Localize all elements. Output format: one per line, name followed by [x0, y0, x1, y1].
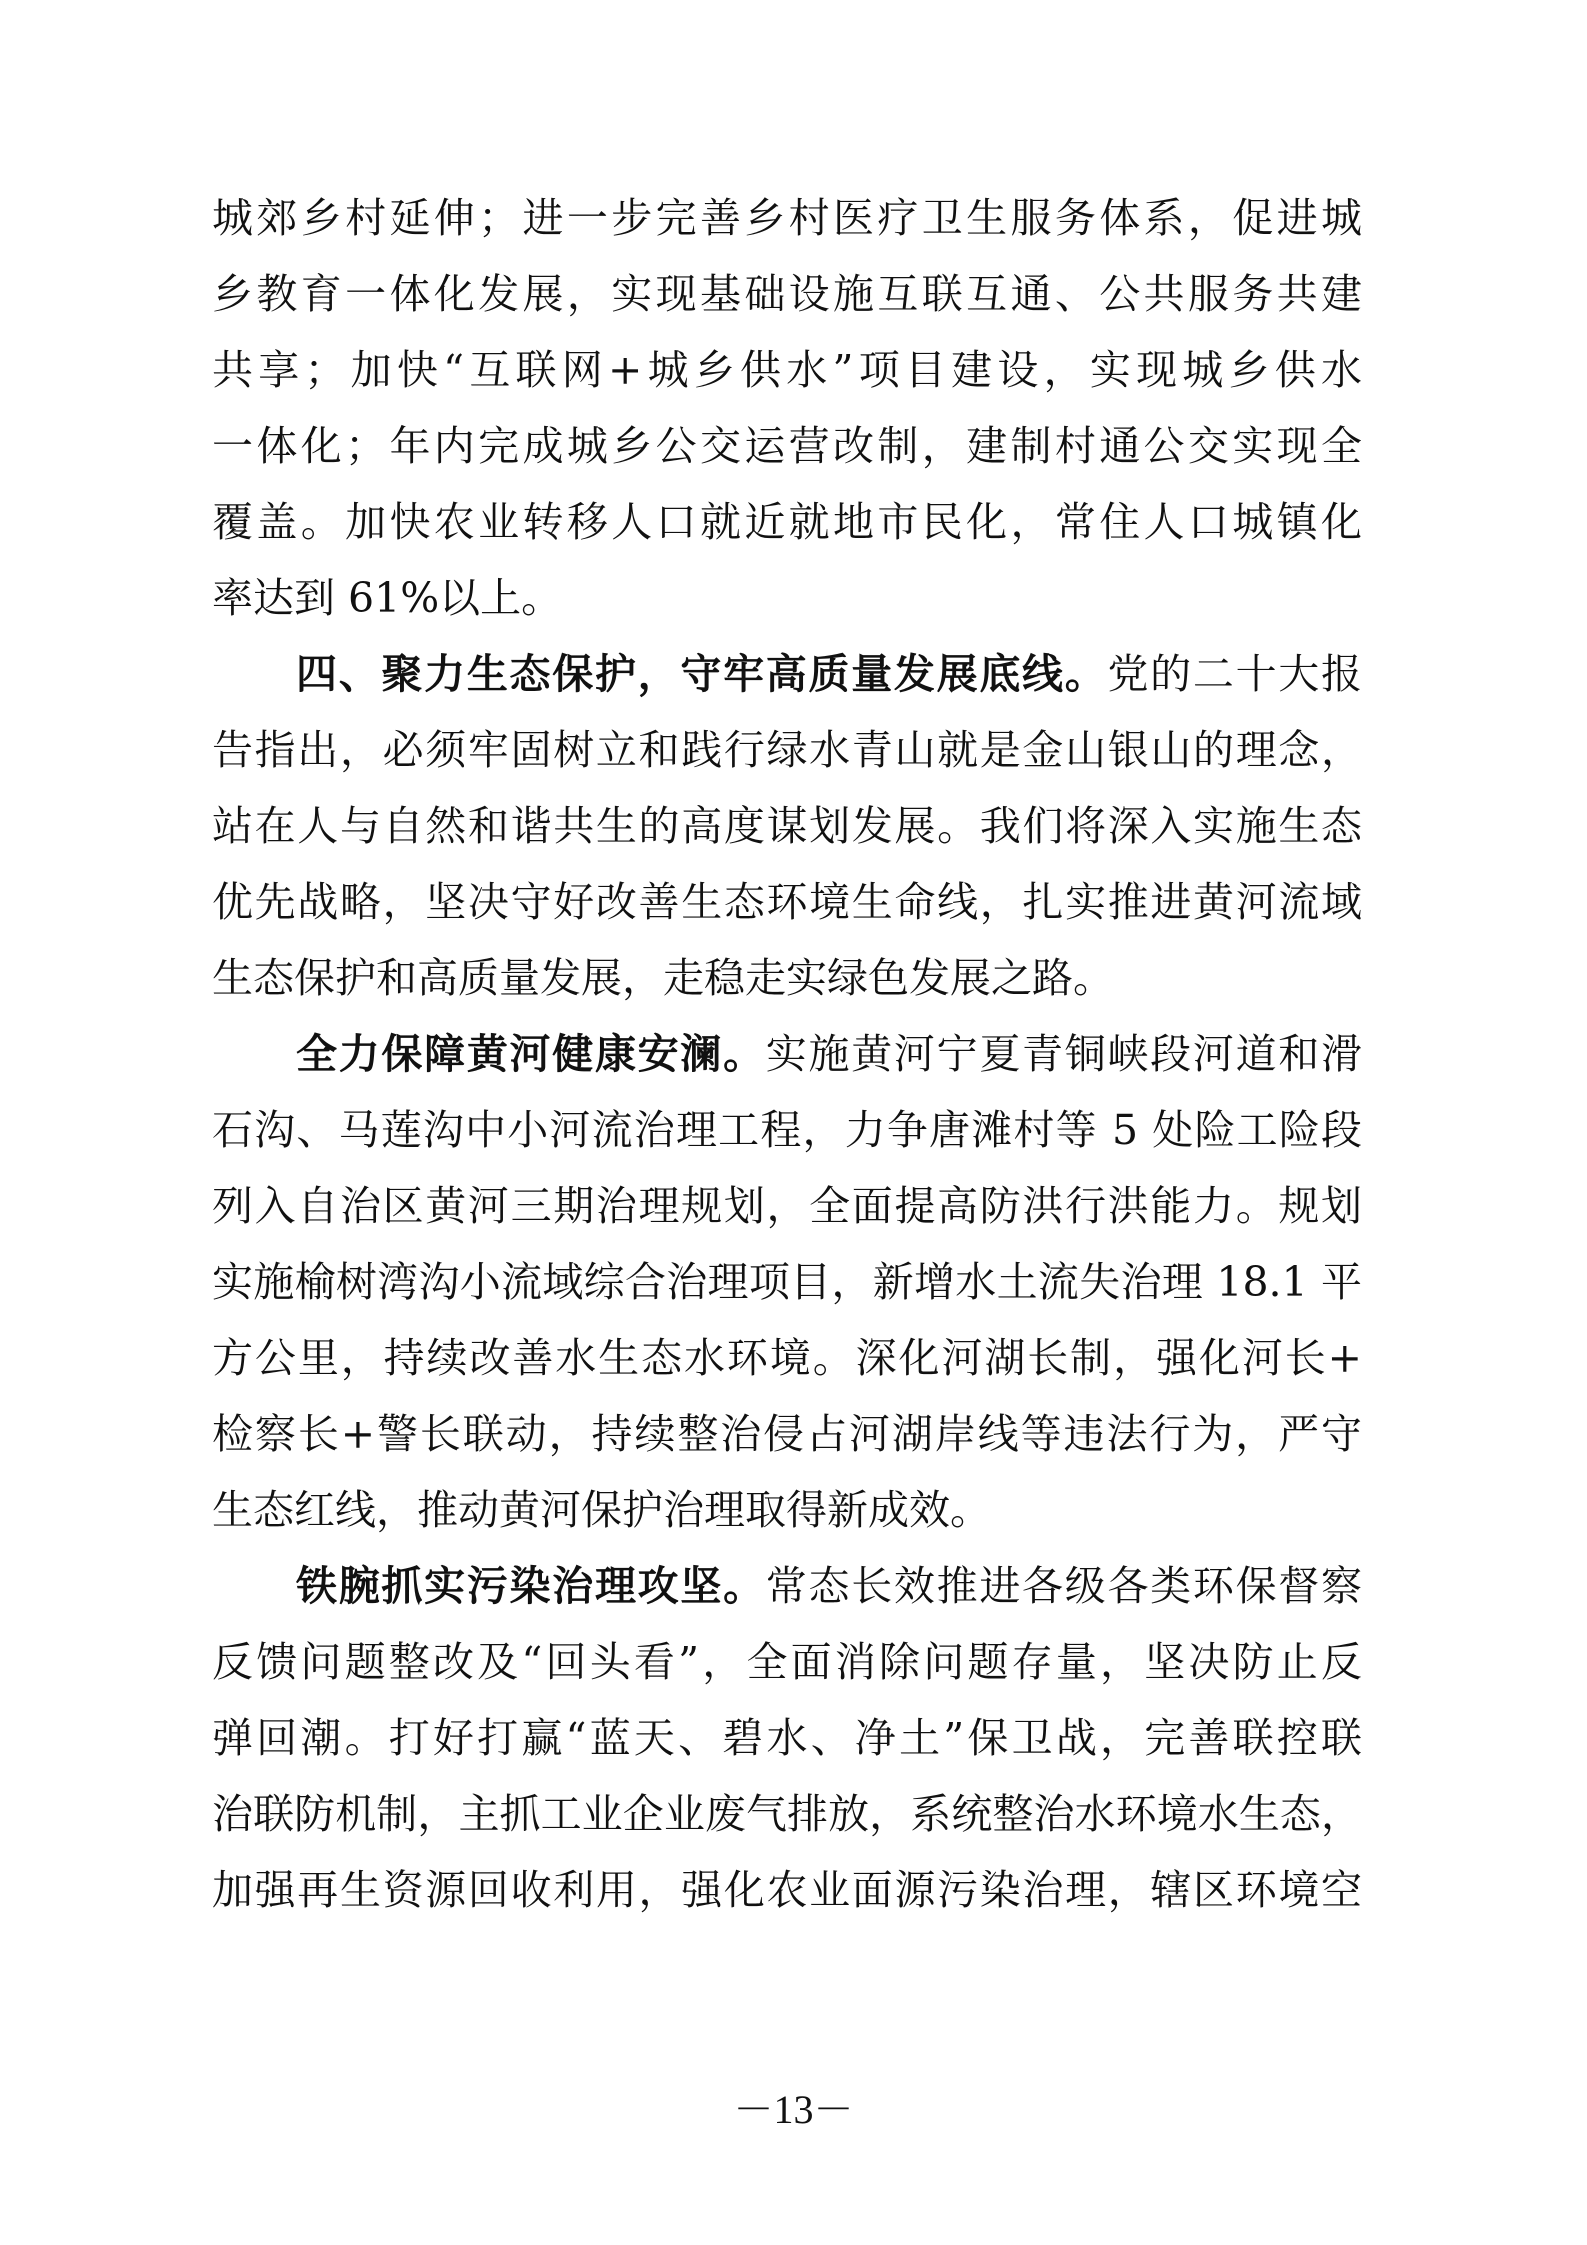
text-line: 检察长+警长联动，持续整治侵占河湖岸线等违法行为，严守 [212, 1410, 1362, 1458]
subheading-line [296, 1016, 1362, 1092]
page-number: －13－ [733, 2087, 854, 2132]
text-line: 优先战略，坚决守好改善生态环境生命线，扎实推进黄河流域 [212, 878, 1362, 926]
text-line: 告指出，必须牢固树立和践行绿水青山就是金山银山的理念， [212, 726, 1362, 774]
subheading-line [296, 1548, 1362, 1624]
text-line: 站在人与自然和谐共生的高度谋划发展。我们将深入实施生态 [212, 802, 1362, 850]
subheading: 铁腕抓实污染治理攻坚。 [296, 1562, 766, 1610]
text-line: 覆盖。加快农业转移人口就近就地市民化，常住人口城镇化 [212, 498, 1362, 546]
text-line: 乡教育一体化发展，实现基础设施互联互通、公共服务共建 [212, 270, 1362, 318]
text-line: 率达到 61%以上。 [212, 574, 563, 622]
text-line: 实施榆树湾沟小流域综合治理项目，新增水土流失治理 18.1 平 [212, 1258, 1362, 1306]
text-line: 弹回潮。打好打赢“蓝天、碧水、净土”保卫战，完善联控联 [212, 1714, 1362, 1762]
text-line: 石沟、马莲沟中小河流治理工程，力争唐滩村等 5 处险工险段 [212, 1106, 1362, 1154]
text-run: 实施黄河宁夏青铜峡段河道和滑 [765, 1030, 1363, 1078]
subheading: 全力保障黄河健康安澜。 [296, 1030, 766, 1078]
text-line: 共享；加快“互联网+城乡供水”项目建设，实现城乡供水 [212, 346, 1362, 394]
text-line: 城郊乡村延伸；进一步完善乡村医疗卫生服务体系，促进城 [212, 194, 1362, 242]
text-run: 党的二十大报 [1107, 650, 1363, 698]
text-line: 列入自治区黄河三期治理规划，全面提高防洪行洪能力。规划 [212, 1182, 1362, 1230]
text-line: 生态保护和高质量发展，走稳走实绿色发展之路。 [212, 954, 1114, 1002]
text-line: 治联防机制，主抓工业企业废气排放，系统整治水环境水生态， [212, 1790, 1362, 1838]
text-line: 一体化；年内完成城乡公交运营改制，建制村通公交实现全 [212, 422, 1362, 470]
text-line: 生态红线，推动黄河保护治理取得新成效。 [212, 1486, 991, 1534]
text-line: 方公里，持续改善水生态水环境。深化河湖长制，强化河长+ [212, 1334, 1362, 1382]
section-heading: 四、聚力生态保护，守牢高质量发展底线。 [296, 650, 1108, 698]
text-run: 常态长效推进各级各类环保督察 [765, 1562, 1363, 1610]
section-heading-line [296, 636, 1362, 712]
text-line: 反馈问题整改及“回头看”，全面消除问题存量，坚决防止反 [212, 1638, 1362, 1686]
text-line: 加强再生资源回收利用，强化农业面源污染治理，辖区环境空 [212, 1866, 1362, 1914]
